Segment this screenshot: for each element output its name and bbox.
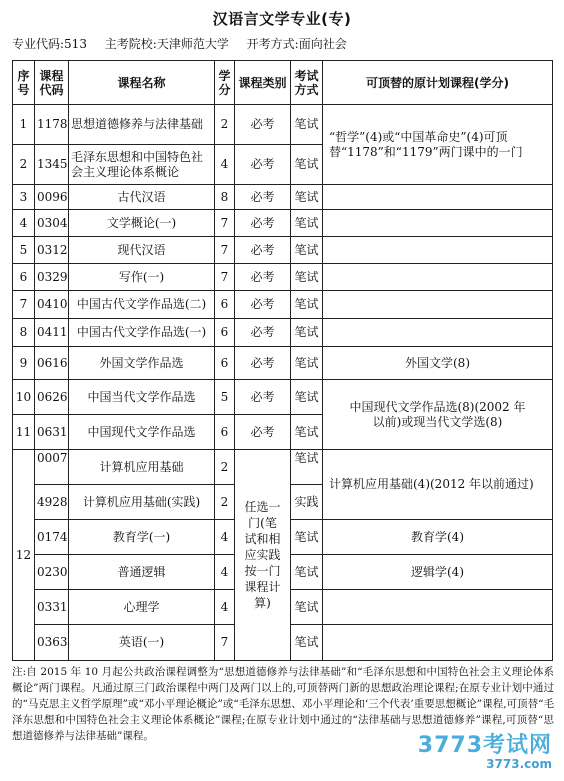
table-row bbox=[13, 319, 553, 347]
cell-exam: 笔试 bbox=[291, 380, 323, 415]
cell-credit: 6 bbox=[215, 291, 235, 319]
cell-type: 必考 bbox=[235, 319, 291, 347]
cell-code: 0096 bbox=[35, 185, 69, 210]
cell-exam: 笔试 bbox=[291, 555, 323, 590]
cell-type: 必考 bbox=[235, 210, 291, 237]
cell-seq: 10 bbox=[13, 380, 35, 415]
cell-replace-empty bbox=[323, 319, 553, 347]
cell-seq: 3 bbox=[13, 185, 35, 210]
cell-type: 必考 bbox=[235, 347, 291, 380]
cell-credit: 5 bbox=[215, 380, 235, 415]
cell-code: 0626 bbox=[35, 380, 69, 415]
major-code: 专业代码:513 bbox=[12, 37, 87, 51]
cell-code: 4928 bbox=[35, 485, 69, 520]
cell-replace: 外国文学(8) bbox=[323, 347, 553, 380]
cell-replace-empty bbox=[323, 237, 553, 264]
cell-credit: 7 bbox=[215, 210, 235, 237]
cell-type: 必考 bbox=[235, 185, 291, 210]
cell-exam: 笔试 bbox=[291, 625, 323, 661]
cell-credit: 6 bbox=[215, 319, 235, 347]
table-row bbox=[13, 237, 553, 264]
cell-name: 中国当代文学作品选 bbox=[69, 380, 215, 415]
cell-credit: 2 bbox=[215, 105, 235, 145]
site-watermark bbox=[418, 728, 552, 771]
cell-exam: 笔试 bbox=[291, 210, 323, 237]
cell-code: 0411 bbox=[35, 319, 69, 347]
header-seq: 序号 bbox=[13, 61, 35, 105]
cell-code: 0230 bbox=[35, 555, 69, 590]
table-row bbox=[13, 210, 553, 237]
cell-exam: 笔试 bbox=[291, 237, 323, 264]
cell-code: 0329 bbox=[35, 264, 69, 291]
cell-credit: 4 bbox=[215, 145, 235, 185]
table-row bbox=[13, 291, 553, 319]
cell-code: 0331 bbox=[35, 590, 69, 625]
cell-credit: 7 bbox=[215, 237, 235, 264]
cell-credit: 6 bbox=[215, 347, 235, 380]
cell-name: 中国古代文学作品选(二) bbox=[69, 291, 215, 319]
cell-name: 毛泽东思想和中国特色社会主义理论体系概论 bbox=[69, 145, 215, 185]
cell-exam: 笔试 bbox=[291, 415, 323, 450]
cell-replace: 中国现代文学作品选(8)(2002 年以前)或现当代文学选(8) bbox=[323, 380, 553, 450]
watermark-url: 3773.com bbox=[486, 757, 552, 771]
cell-seq: 12 bbox=[13, 450, 35, 661]
cell-credit: 4 bbox=[215, 555, 235, 590]
cell-credit: 4 bbox=[215, 520, 235, 555]
cell-name: 普通逻辑 bbox=[69, 555, 215, 590]
table-row bbox=[13, 450, 553, 485]
table-header-row bbox=[13, 61, 553, 105]
table-row bbox=[13, 264, 553, 291]
table-row bbox=[13, 380, 553, 415]
cell-seq: 5 bbox=[13, 237, 35, 264]
cell-seq: 8 bbox=[13, 319, 35, 347]
cell-code: 0007 bbox=[35, 450, 69, 485]
cell-credit: 2 bbox=[215, 450, 235, 485]
cell-code: 0304 bbox=[35, 210, 69, 237]
cell-elective-type: 任选一门(笔试和相应实践按一门课程计算) bbox=[235, 450, 291, 661]
cell-seq: 9 bbox=[13, 347, 35, 380]
cell-code: 0363 bbox=[35, 625, 69, 661]
cell-replace-empty bbox=[323, 590, 553, 625]
header-credit: 学分 bbox=[215, 61, 235, 105]
cell-name: 外国文学作品选 bbox=[69, 347, 215, 380]
cell-name: 中国古代文学作品选(一) bbox=[69, 319, 215, 347]
exam-school: 主考院校:天津师范大学 bbox=[104, 37, 229, 51]
cell-seq: 7 bbox=[13, 291, 35, 319]
cell-name: 中国现代文学作品选 bbox=[69, 415, 215, 450]
cell-credit: 7 bbox=[215, 264, 235, 291]
cell-name: 古代汉语 bbox=[69, 185, 215, 210]
cell-name: 计算机应用基础 bbox=[69, 450, 215, 485]
cell-exam: 笔试 bbox=[291, 264, 323, 291]
cell-code: 0410 bbox=[35, 291, 69, 319]
cell-code: 1178 bbox=[35, 105, 69, 145]
cell-replace: 计算机应用基础(4)(2012 年以前通过) bbox=[323, 450, 553, 520]
cell-type: 必考 bbox=[235, 264, 291, 291]
cell-seq: 6 bbox=[13, 264, 35, 291]
header-type: 课程类别 bbox=[235, 61, 291, 105]
cell-name: 写作(一) bbox=[69, 264, 215, 291]
cell-name: 计算机应用基础(实践) bbox=[69, 485, 215, 520]
cell-replace-empty bbox=[323, 625, 553, 661]
cell-name: 思想道德修养与法律基础 bbox=[69, 105, 215, 145]
cell-exam: 实践 bbox=[291, 485, 323, 520]
cell-exam: 笔试 bbox=[291, 105, 323, 145]
cell-name: 现代汉语 bbox=[69, 237, 215, 264]
cell-name: 文学概论(一) bbox=[69, 210, 215, 237]
cell-exam: 笔试 bbox=[291, 185, 323, 210]
course-table bbox=[12, 60, 553, 661]
header-replace: 可顶替的原计划课程(学分) bbox=[323, 61, 553, 105]
cell-name: 英语(一) bbox=[69, 625, 215, 661]
watermark-brand: 3773考试网 bbox=[417, 733, 552, 758]
cell-type: 必考 bbox=[235, 380, 291, 415]
cell-replace-empty bbox=[323, 291, 553, 319]
table-row bbox=[13, 347, 553, 380]
cell-credit: 4 bbox=[215, 590, 235, 625]
cell-exam: 笔试 bbox=[291, 450, 323, 485]
header-exam: 考试方式 bbox=[291, 61, 323, 105]
cell-name: 心理学 bbox=[69, 590, 215, 625]
header-name: 课程名称 bbox=[69, 61, 215, 105]
cell-name: 教育学(一) bbox=[69, 520, 215, 555]
cell-code: 0616 bbox=[35, 347, 69, 380]
cell-exam: 笔试 bbox=[291, 520, 323, 555]
cell-replace: 教育学(4) bbox=[323, 520, 553, 555]
exam-mode: 开考方式:面向社会 bbox=[246, 37, 347, 51]
cell-exam: 笔试 bbox=[291, 291, 323, 319]
cell-seq: 4 bbox=[13, 210, 35, 237]
cell-type: 必考 bbox=[235, 291, 291, 319]
cell-replace-empty bbox=[323, 185, 553, 210]
cell-type: 必考 bbox=[235, 415, 291, 450]
cell-seq: 11 bbox=[13, 415, 35, 450]
cell-code: 0174 bbox=[35, 520, 69, 555]
cell-code: 0312 bbox=[35, 237, 69, 264]
cell-exam: 笔试 bbox=[291, 347, 323, 380]
cell-type: 必考 bbox=[235, 237, 291, 264]
cell-code: 1345 bbox=[35, 145, 69, 185]
header-code: 课程代码 bbox=[35, 61, 69, 105]
table-row bbox=[13, 105, 553, 145]
cell-exam: 笔试 bbox=[291, 590, 323, 625]
cell-exam: 笔试 bbox=[291, 145, 323, 185]
cell-seq: 2 bbox=[13, 145, 35, 185]
cell-exam: 笔试 bbox=[291, 319, 323, 347]
cell-credit: 7 bbox=[215, 625, 235, 661]
cell-replace-empty bbox=[323, 210, 553, 237]
cell-replace: “哲学”(4)或“中国革命史”(4)可顶替“1178”和“1179”两门课中的一门 bbox=[323, 105, 553, 185]
footnote: 注:自 2015 年 10 月起公共政治课程调整为“思想道德修养与法律基础”和“毛泽东思想和中国特色社会主义理论体系概论”两门课程。凡通过原三门政治课程中两门及两门以上的,可顶替两门新的思想政治理论课程;在原专业计划中通过的“马克思主义哲学原理”或“邓小平理论概论”或“毛泽东思想、邓小平理论和‘三个代表’重要思想概论”课程,可顶替“毛泽东思想和中国特色社会主义理论体系概论”课程;在原专业计划中通过的“法律基础与思想道德修养”课程,可顶替“思想道德修养与法律基础”课程。 bbox=[12, 666, 554, 742]
cell-type: 必考 bbox=[235, 105, 291, 145]
cell-type: 必考 bbox=[235, 145, 291, 185]
cell-credit: 8 bbox=[215, 185, 235, 210]
cell-replace: 逻辑学(4) bbox=[323, 555, 553, 590]
major-meta bbox=[12, 35, 361, 52]
cell-replace-empty bbox=[323, 264, 553, 291]
page-title: 汉语言文学专业(专) bbox=[212, 10, 352, 28]
table-row bbox=[13, 185, 553, 210]
cell-credit: 6 bbox=[215, 415, 235, 450]
cell-credit: 2 bbox=[215, 485, 235, 520]
cell-seq: 1 bbox=[13, 105, 35, 145]
cell-code: 0631 bbox=[35, 415, 69, 450]
